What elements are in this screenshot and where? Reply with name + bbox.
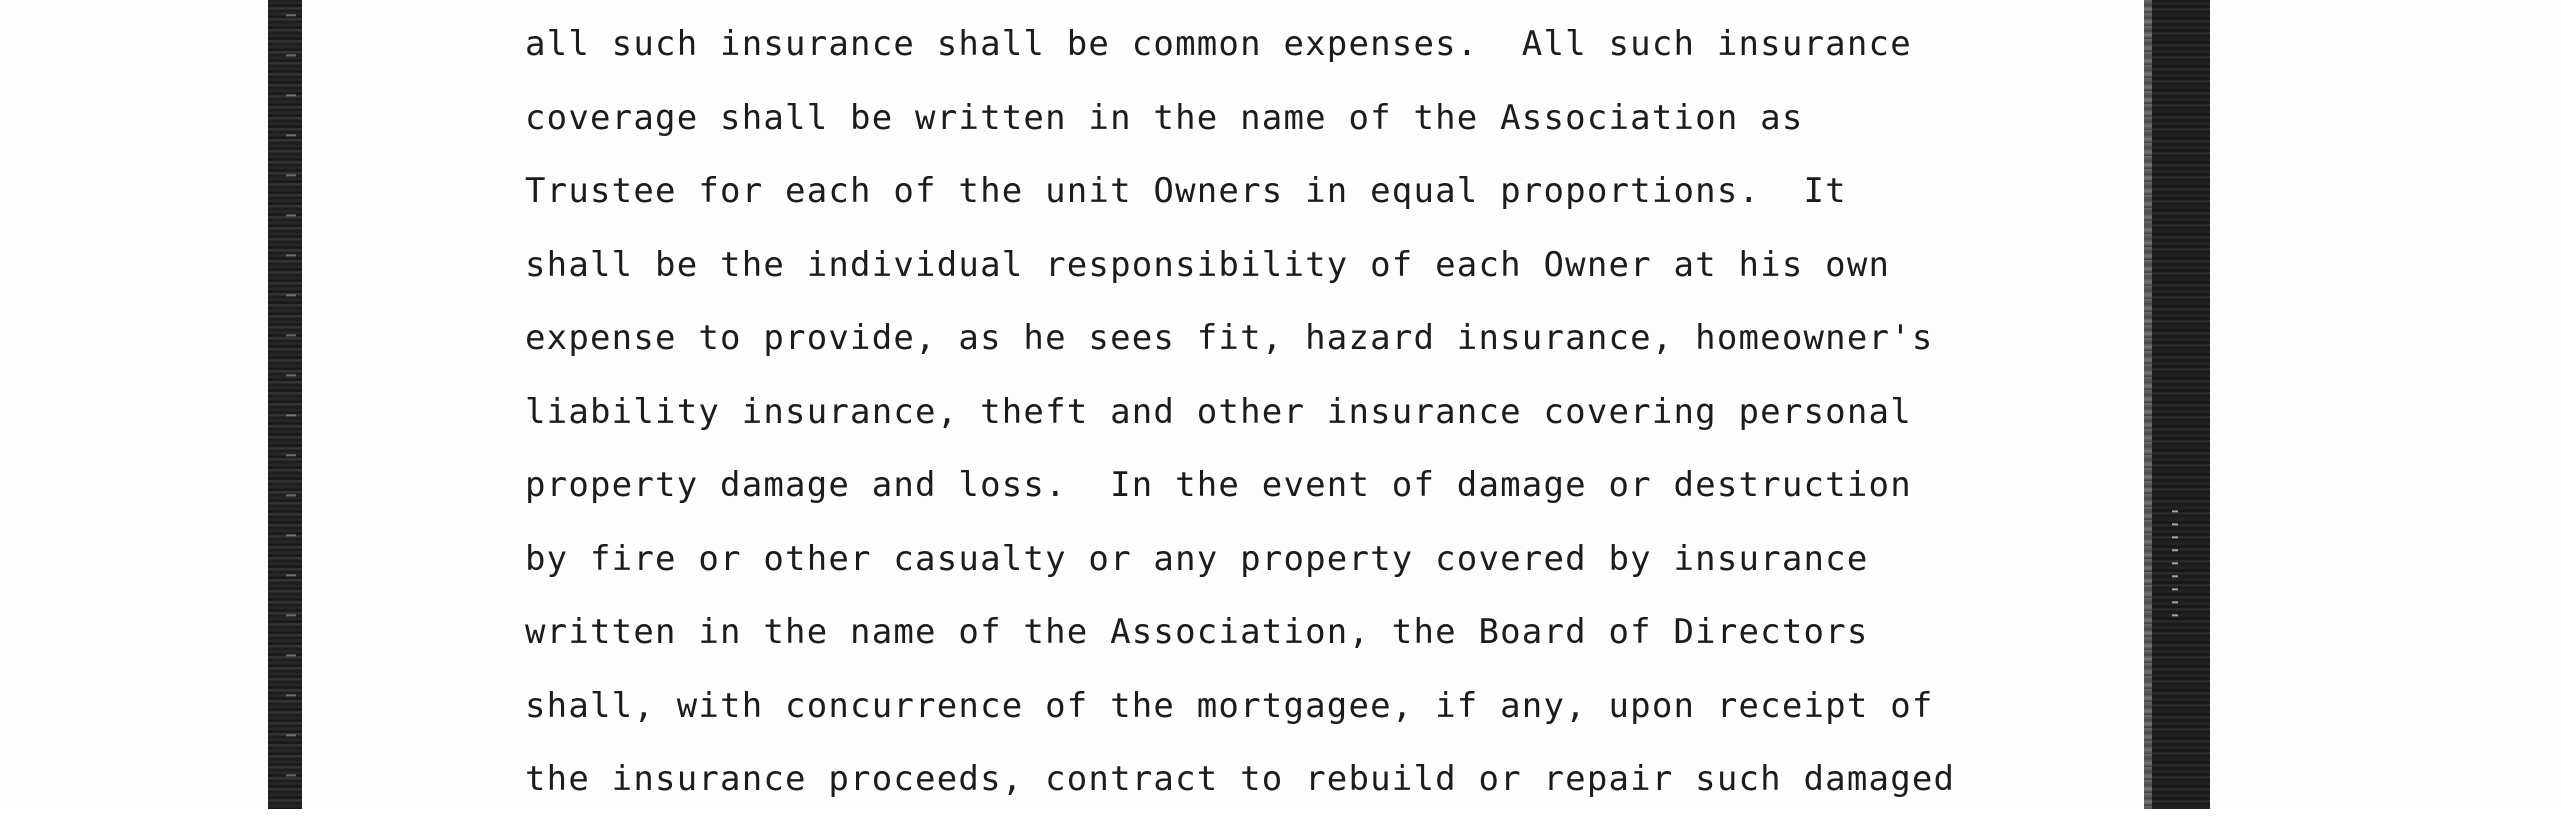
scan-edge-right <box>2144 0 2210 809</box>
text-line: property damage and loss. In the event of damage or destruction <box>525 465 1912 505</box>
text-line: written in the name of the Association, the Board of Directors <box>525 612 1869 652</box>
text-line: shall be the individual responsibility of each Owner at his own <box>525 244 1891 285</box>
text-line: by fire or other casualty or any property covered by insurance <box>525 538 1869 579</box>
text-line: shall, with concurrence of the mortgagee, if any, upon receipt of <box>525 685 1934 726</box>
text-line: expense to provide, as he sees fit, hazard insurance, homeowner's <box>525 318 1934 358</box>
text-line: coverage shall be written in the name of the Association as <box>525 97 1804 138</box>
text-line: all such insurance shall be common expenses. All such insurance <box>525 24 1912 64</box>
text-line: liability insurance, theft and other insurance covering personal <box>525 391 1912 432</box>
text-line: the insurance proceeds, contract to rebuild or repair such damaged <box>525 759 1956 799</box>
document-body <box>525 8 2085 817</box>
text-line: Trustee for each of the unit Owners in equal proportions. It <box>525 171 1847 211</box>
scan-edge-left <box>268 0 302 809</box>
